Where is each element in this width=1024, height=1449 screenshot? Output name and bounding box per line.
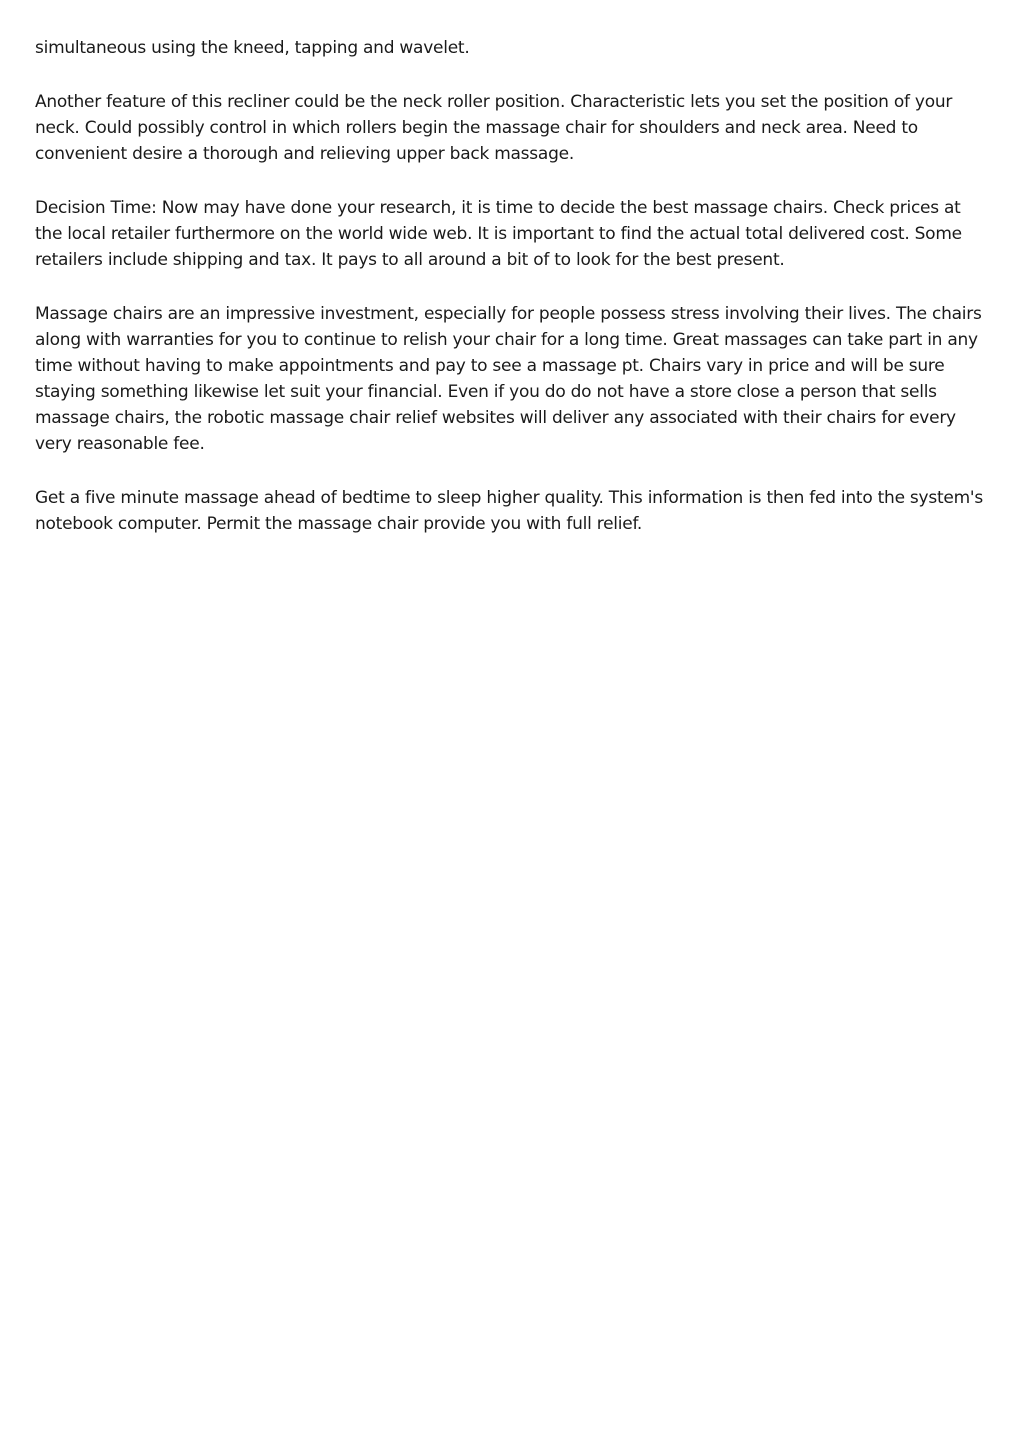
document-page — [35, 35, 990, 565]
paragraph-3: Decision Time: Now may have done your research, it is time to decide the best massage chairs. Check prices at the local retailer furthermore on the world wide web. It is important to find the actual total delivered cost. Some retailers include shipping and tax. It pays to all around a bit of to look for the best present. — [35, 198, 962, 270]
paragraph-2: Another feature of this recliner could be the neck roller position. Characteristic lets you set the position of your neck. Could possibly control in which rollers begin the massage chair for shoulders and neck area. Need to convenient desire a thorough and relieving upper back massage. — [35, 92, 953, 164]
paragraph-5: Get a five minute massage ahead of bedtime to sleep higher quality. This information is then fed into the system's notebook computer. Permit the massage chair provide you with full relief. — [35, 488, 983, 534]
paragraph-1: simultaneous using the kneed, tapping and wavelet. — [35, 38, 470, 58]
paragraph-4: Massage chairs are an impressive investment, especially for people possess stress involving their lives. The chairs along with warranties for you to continue to relish your chair for a long time. Great massages can take part in any time without having to make appointments and pay to see a massage pt. Chairs vary in price and will be sure staying something likewise let suit your financial. Even if you do do not have a store close a person that sells massage chairs, the robotic massage chair relief websites will deliver any associated with their chairs for every very reasonable fee. — [35, 304, 982, 454]
